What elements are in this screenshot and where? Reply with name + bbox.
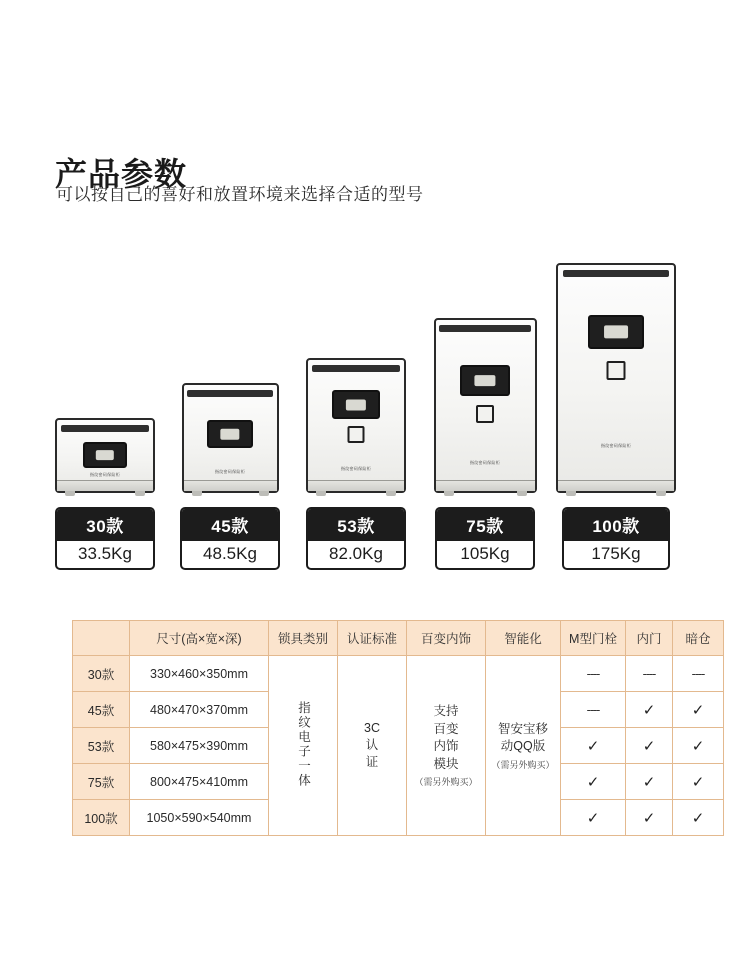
keypad-panel (588, 315, 644, 349)
row-model-53: 53款 (73, 728, 130, 764)
product-model-30: 30款 (57, 509, 153, 541)
safe-top-strip (61, 425, 149, 432)
th-bolt: M型门栓 (561, 621, 626, 656)
row-model-30: 30款 (73, 656, 130, 692)
product-model-45: 45款 (182, 509, 278, 541)
cell-interior (407, 656, 486, 836)
safe-feet (184, 491, 277, 496)
handle-knob (348, 426, 365, 443)
product-item-75 (430, 318, 540, 570)
page-subtitle: 可以按自己的喜好和放置环境来选择合适的型号 (56, 185, 424, 204)
table-header-row (73, 621, 724, 656)
safe-image-100 (556, 263, 676, 493)
th-cert: 认证标准 (338, 621, 407, 656)
product-label-75 (435, 507, 535, 570)
table-row (73, 656, 724, 692)
row-innerdoor-45: ✓ (626, 692, 673, 728)
cell-smart (486, 656, 561, 836)
safe-brand-text: 指纹密码保险柜 (89, 472, 121, 477)
interior-text: 支持百变内饰模块 (433, 704, 459, 771)
row-hidden-100: ✓ (673, 800, 724, 836)
interior-note: （需另外购买） (414, 777, 478, 787)
safe-base (184, 480, 277, 491)
spec-table (72, 620, 724, 836)
safe-base (57, 480, 153, 491)
safe-image-45 (182, 383, 279, 493)
product-weight-53: 82.0Kg (329, 544, 383, 563)
row-model-100: 100款 (73, 800, 130, 836)
spec-table-head (73, 621, 724, 656)
th-blank (73, 621, 130, 656)
smart-note: （需另外购买） (491, 759, 555, 770)
safe-feet (558, 491, 674, 496)
safe-top-strip (187, 390, 273, 397)
keypad-panel (332, 390, 380, 419)
safe-image-53 (306, 358, 406, 493)
safe-base (558, 480, 674, 491)
safe-feet (308, 491, 404, 496)
product-item-30 (55, 418, 155, 570)
handle-knob (476, 405, 494, 423)
product-item-100 (556, 263, 676, 570)
row-size-53: 580×475×390mm (130, 728, 269, 764)
row-bolt-75: ✓ (561, 764, 626, 800)
row-bolt-45: ---- (561, 692, 626, 728)
th-hidden: 暗仓 (673, 621, 724, 656)
safe-brand-text: 指纹密码保险柜 (469, 460, 501, 465)
row-hidden-75: ✓ (673, 764, 724, 800)
safe-top-strip (312, 365, 400, 372)
cell-lock-type (269, 656, 338, 836)
safe-feet (436, 491, 535, 496)
row-model-45: 45款 (73, 692, 130, 728)
product-model-100: 100款 (564, 509, 668, 541)
row-size-75: 800×475×410mm (130, 764, 269, 800)
row-size-30: 330×460×350mm (130, 656, 269, 692)
keypad-panel (83, 442, 127, 468)
row-innerdoor-30: ---- (626, 656, 673, 692)
smart-text: 智安宝移动QQ版 (497, 721, 548, 753)
product-lineup (0, 250, 750, 570)
row-hidden-30: ---- (673, 656, 724, 692)
row-hidden-53: ✓ (673, 728, 724, 764)
row-bolt-30: ---- (561, 656, 626, 692)
product-weight-45: 48.5Kg (203, 544, 257, 563)
row-size-100: 1050×590×540mm (130, 800, 269, 836)
keypad-panel (460, 365, 510, 396)
row-hidden-45: ✓ (673, 692, 724, 728)
safe-brand-text: 指纹密码保险柜 (340, 466, 372, 471)
safe-brand-text: 指纹密码保险柜 (600, 443, 632, 448)
row-bolt-53: ✓ (561, 728, 626, 764)
th-lock: 锁具类别 (269, 621, 338, 656)
row-innerdoor-100: ✓ (626, 800, 673, 836)
row-size-45: 480×470×370mm (130, 692, 269, 728)
product-weight-30: 33.5Kg (78, 544, 132, 563)
row-model-75: 75款 (73, 764, 130, 800)
spec-table-body (73, 656, 724, 836)
row-innerdoor-53: ✓ (626, 728, 673, 764)
th-smart: 智能化 (486, 621, 561, 656)
safe-image-75 (434, 318, 537, 493)
product-item-53 (306, 358, 406, 570)
certification-text: 3C认证 (364, 721, 380, 769)
lock-type-text: 指纹电子一体 (296, 700, 311, 788)
product-model-53: 53款 (308, 509, 404, 541)
th-interior: 百变内饰 (407, 621, 486, 656)
product-label-53 (306, 507, 406, 570)
row-bolt-100: ✓ (561, 800, 626, 836)
th-innerdoor: 内门 (626, 621, 673, 656)
safe-base (308, 480, 404, 491)
safe-top-strip (563, 270, 670, 277)
safe-base (436, 480, 535, 491)
safe-brand-text: 指纹密码保险柜 (214, 469, 246, 474)
product-model-75: 75款 (437, 509, 533, 541)
safe-feet (57, 491, 153, 496)
product-label-45 (180, 507, 280, 570)
product-label-100 (562, 507, 670, 570)
safe-image-30 (55, 418, 155, 493)
safe-top-strip (439, 325, 530, 332)
th-size: 尺寸(高×宽×深) (130, 621, 269, 656)
row-innerdoor-75: ✓ (626, 764, 673, 800)
keypad-panel (207, 420, 253, 448)
product-weight-100: 175Kg (591, 544, 641, 563)
product-item-45 (180, 383, 280, 570)
handle-knob (607, 361, 626, 380)
product-weight-75: 105Kg (460, 544, 510, 563)
page-title: 产品参数 (55, 156, 188, 193)
cell-certification (338, 656, 407, 836)
product-label-30 (55, 507, 155, 570)
